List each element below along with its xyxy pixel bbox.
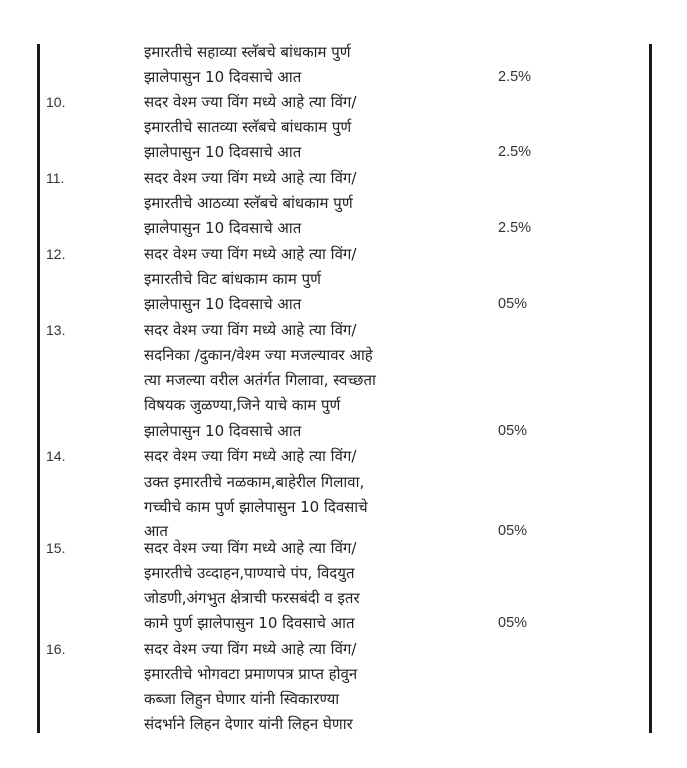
item-text: झालेपासुन 10 दिवसाचे आत	[144, 143, 302, 161]
item-text: झालेपासुन 10 दिवसाचे आत	[144, 422, 302, 440]
item-text: संदर्भाने लिहन देणार यांनी लिहन घेणार	[144, 715, 353, 733]
item-percentage: 05%	[498, 423, 528, 439]
document-line	[0, 611, 687, 635]
item-percentage: 05%	[498, 615, 528, 631]
item-percentage: 2.5%	[498, 220, 532, 236]
document-line	[0, 216, 687, 240]
document-line	[0, 687, 687, 711]
item-text: इमारतीचे उव्दाहन,पाण्याचे पंप, विदयुत	[144, 564, 355, 582]
document-line	[0, 637, 687, 661]
item-text: जोडणी,अंगभुत क्षेत्राची फरसबंदी व इतर	[144, 589, 360, 607]
document-line	[0, 166, 687, 190]
item-text: आत	[144, 522, 168, 540]
item-text: इमारतीचे आठव्या स्लॅबचे बांधकाम पुर्ण	[144, 194, 353, 212]
item-text: गच्चीचे काम पुर्ण झालेपासुन 10 दिवसाचे	[144, 498, 368, 516]
item-text: झालेपासुन 10 दिवसाचे आत	[144, 295, 302, 313]
document-line	[0, 712, 687, 736]
item-number: 13.	[46, 322, 66, 338]
document-line	[0, 267, 687, 291]
item-text: सदर वेश्म ज्या विंग मध्ये आहे त्या विंग/	[144, 169, 357, 187]
item-text: सदर वेश्म ज्या विंग मध्ये आहे त्या विंग/	[144, 245, 357, 263]
item-text: सदर वेश्म ज्या विंग मध्ये आहे त्या विंग/	[144, 321, 357, 339]
document-line	[0, 444, 687, 468]
item-percentage: 2.5%	[498, 69, 532, 85]
item-text: विषयक जुळण्या,जिने याचे काम पुर्ण	[144, 396, 341, 414]
document-line	[0, 470, 687, 494]
item-text: सदनिका /दुकान/वेश्म ज्या मजल्यावर आहे	[144, 346, 373, 364]
item-text: झालेपासुन 10 दिवसाचे आत	[144, 219, 302, 237]
document-line	[0, 393, 687, 417]
document-line	[0, 561, 687, 585]
item-text: सदर वेश्म ज्या विंग मध्ये आहे त्या विंग/	[144, 447, 357, 465]
document-line	[0, 536, 687, 560]
item-text: इमारतीचे सहाव्या स्लॅबचे बांधकाम पुर्ण	[144, 43, 351, 61]
document-line	[0, 368, 687, 392]
document-line	[0, 40, 687, 64]
document-line	[0, 343, 687, 367]
document-line	[0, 586, 687, 610]
document-line	[0, 242, 687, 266]
item-number: 10.	[46, 94, 66, 110]
document-line	[0, 191, 687, 215]
document-line	[0, 292, 687, 316]
document-line	[0, 90, 687, 114]
item-text: उक्त इमारतीचे नळकाम,बाहेरील गिलावा,	[144, 473, 365, 491]
item-text: कामे पुर्ण झालेपासुन 10 दिवसाचे आत	[144, 614, 355, 632]
item-percentage: 2.5%	[498, 144, 532, 160]
item-number: 11.	[46, 170, 65, 186]
item-text: इमारतीचे सातव्या स्लॅबचे बांधकाम पुर्ण	[144, 118, 352, 136]
item-number: 14.	[46, 448, 66, 464]
item-text: इमारतीचे विट बांधकाम काम पुर्ण	[144, 270, 321, 288]
document-line	[0, 140, 687, 164]
item-text: सदर वेश्म ज्या विंग मध्ये आहे त्या विंग/	[144, 539, 357, 557]
document-line	[0, 662, 687, 686]
item-percentage: 05%	[498, 523, 528, 539]
item-number: 16.	[46, 641, 66, 657]
document-line	[0, 495, 687, 519]
item-text: सदर वेश्म ज्या विंग मध्ये आहे त्या विंग/	[144, 640, 357, 658]
item-text: सदर वेश्म ज्या विंग मध्ये आहे त्या विंग/	[144, 93, 357, 111]
item-number: 12.	[46, 246, 66, 262]
document-line	[0, 318, 687, 342]
document-line	[0, 115, 687, 139]
item-number: 15.	[46, 540, 66, 556]
item-text: झालेपासुन 10 दिवसाचे आत	[144, 68, 302, 86]
item-percentage: 05%	[498, 296, 528, 312]
document-line	[0, 65, 687, 89]
document-line	[0, 419, 687, 443]
item-text: त्या मजल्या वरील अतंर्गत गिलावा, स्वच्छता	[144, 371, 376, 389]
item-text: कब्जा लिहुन घेणार यांनी स्विकारण्या	[144, 690, 340, 708]
item-text: इमारतीचे भोगवटा प्रमाणपत्र प्राप्त होवुन	[144, 665, 358, 683]
